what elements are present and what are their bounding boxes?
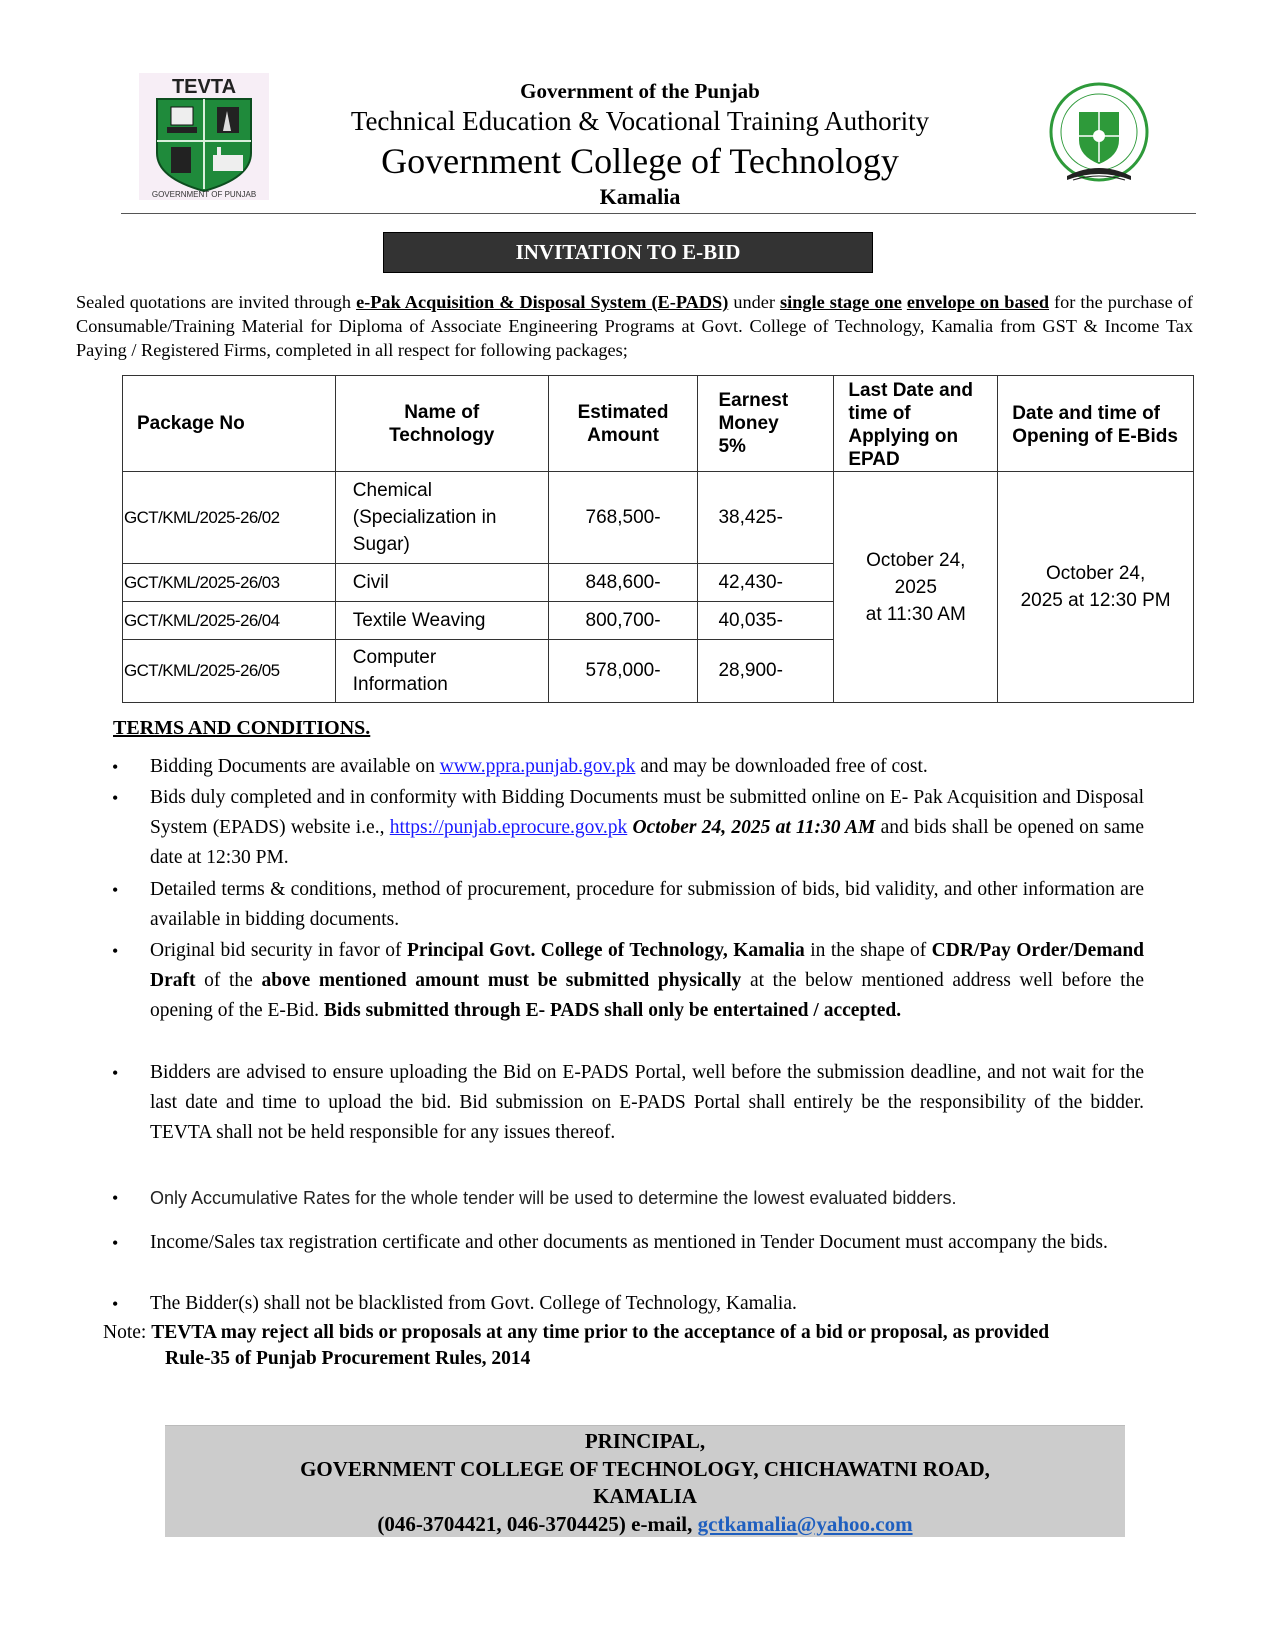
terms-text: Bidders are advised to ensure uploading the Bid on E-PADS Portal, well before the submission deadline, and not wait for the last date and time to upload the bid. Bid submission on E-PADS Portal shall entirely be the responsibility of the bidder. TEVTA shall not be held responsible for any issues thereof. [150,1062,1144,1143]
col-technology [335,376,548,472]
gct-kamalia-logo [1043,80,1155,192]
principal-label: PRINCIPAL, [584,1429,706,1453]
terms-text: Income/Sales tax registration certificate and other documents as mentioned in Tender Document must accompany the bids. [150,1232,1108,1253]
bullet-icon: • [112,1188,119,1208]
technology-text: (Specialization in [352,507,497,528]
bullet-icon: • [112,941,119,961]
terms-text: of the [195,970,262,991]
email-link[interactable]: gctkamalia@yahoo.com [697,1511,913,1536]
note-text: TEVTA may reject all bids or proposals at any time prior to the acceptance of a bid or proposal, as provided [151,1322,1050,1343]
date-text: 2025 [894,576,937,598]
technology-text: Computer [352,647,437,668]
intro-text: Sealed quotations are invited through [76,292,357,312]
col-opening-date [998,376,1194,472]
header-label: Date and time of [1012,402,1161,424]
terms-item [112,783,1144,873]
tevta-shield-icon [139,73,269,200]
college-heading: Government College of Technology [381,141,899,181]
technology-text: Information [352,674,448,695]
technology-text: Chemical [352,480,432,501]
col-package-no [123,376,336,472]
single-stage-emphasis: single stage one [780,292,902,312]
terms-emphasis: Bids submitted through E- PADS shall only be entertained / accepted. [323,1000,902,1021]
col-last-date [834,376,998,472]
package-no-cell: GCT/KML/2025-26/02 [123,472,336,564]
phone-numbers: (046-3704421, 046-3704425) e-mail, [377,1511,698,1536]
terms-heading: TERMS AND CONDITIONS. [113,717,371,739]
opening-date-cell [998,472,1194,703]
terms-emphasis: CDR/Pay Order/Demand Draft [150,940,1145,991]
col-estimated-amount [548,376,698,472]
estimated-amount-cell: 768,500- [548,472,698,564]
document-title: INVITATION TO E-BID [383,232,873,273]
envelope-emphasis: envelope on based [906,292,1049,312]
package-no-cell: GCT/KML/2025-26/03 [123,564,336,602]
terms-text: and bids shall be opened on same date at 12:30 PM. [150,817,1144,868]
terms-text: at the below mentioned address well before the opening of the E-Bid. [150,970,1144,1021]
terms-item [112,1228,1144,1258]
estimated-amount-cell: 848,600- [548,564,698,602]
header-label: Earnest [718,390,789,411]
terms-item [112,936,1144,1026]
eprocure-link[interactable]: https://punjab.eprocure.gov.pk [389,817,628,838]
intro-text: for the purchase of Consumable/Training Material for Diploma of Associate Engineering Programs at Govt. College of Technology, Kamalia from GST & Income Tax Paying / Registered Firms, completed in all respect for following packages; [76,292,1194,360]
terms-text: Only Accumulative Rates for the whole tender will be used to determine the lowest evaluated bidders. [150,1188,957,1208]
technology-cell [335,472,548,564]
header-label: Amount [587,424,659,446]
intro-paragraph [76,290,1193,362]
date-text: at 11:30 AM [865,603,966,625]
terms-text: in the shape of [804,940,932,961]
terms-text: Original bid security in favor of [150,940,407,961]
package-no-cell: GCT/KML/2025-26/05 [123,640,336,703]
header-label: Name of [404,401,480,423]
terms-emphasis: Principal Govt. College of Technology, Kamalia [406,940,805,961]
estimated-amount-cell: 578,000- [548,640,698,703]
terms-text: Detailed terms & conditions, method of procurement, procedure for submission of bids, bid validity, and other information are available in bidding documents. [150,879,1144,930]
col-earnest-money [698,376,834,472]
note-text: Rule-35 of Punjab Procurement Rules, 2014 [165,1348,531,1369]
tevta-logo [139,73,269,200]
college-emblem-icon [1043,80,1155,192]
govt-punjab-heading: Government of the Punjab [520,79,760,103]
epads-emphasis: e-Pak Acquisition & Disposal System (E-PADS) [356,292,729,312]
terms-text: Bids duly completed and in conformity with Bidding Documents must be submitted online on E- Pak Acquisition and Disposal System (EPADS) website i.e., [150,787,1144,838]
earnest-money-cell: 40,035- [698,602,834,640]
table-header-row [123,376,1194,472]
header-label: Applying on [848,425,959,447]
deadline-emphasis: October 24, 2025 at 11:30 AM [627,817,876,838]
packages-table [122,375,1194,703]
terms-text: Bidding Documents are available on [150,756,440,777]
note-label: Note [103,1322,141,1343]
earnest-money-cell: 28,900- [698,640,834,703]
header-divider [121,213,1196,214]
earnest-money-cell: 42,430- [698,564,834,602]
header-label: Estimated [577,401,669,423]
header-label: 5% [718,436,746,457]
intro-text: under [728,292,781,312]
header-label: Opening of E-Bids [1012,425,1178,447]
package-no-cell: GCT/KML/2025-26/04 [123,602,336,640]
terms-item [112,752,1144,782]
estimated-amount-cell: 800,700- [548,602,698,640]
header-label: Package No [137,413,245,434]
bullet-icon: • [112,1233,119,1253]
bullet-icon: • [112,1063,119,1083]
date-text: October 24, [866,549,966,571]
technology-cell: Civil [335,564,548,602]
earnest-money-cell: 38,425- [698,472,834,564]
header-label: time of [848,402,911,424]
technology-text: Sugar) [352,534,410,555]
note-block: Note: TEVTA may reject all bids or proposals at any time prior to the acceptance of a bid or proposal, as provided Rule-35 of Punjab Procurement Rules, 2014 [103,1320,1203,1372]
city-heading: Kamalia [599,184,681,209]
city-label: KAMALIA [593,1484,697,1508]
tevta-heading: Technical Education & Vocational Training Authority [350,106,930,136]
last-date-cell [834,472,998,703]
contact-address-box [165,1425,1125,1537]
table-row [123,472,1194,564]
header-label: Technology [389,424,495,446]
terms-item [112,1058,1144,1148]
bullet-icon: • [112,1294,119,1314]
terms-item [112,875,1144,935]
svg-text:TEVTA: TEVTA [171,76,237,98]
terms-item [112,1183,1144,1213]
terms-text: The Bidder(s) shall not be blacklisted from Govt. College of Technology, Kamalia. [150,1293,797,1314]
college-address: GOVERNMENT COLLEGE OF TECHNOLOGY, CHICHAWATNI ROAD, [300,1456,990,1481]
header-label: Last Date and [848,379,973,401]
technology-cell: Textile Weaving [335,602,548,640]
terms-item [112,1289,1144,1319]
header-label: Money [718,413,779,434]
svg-text:GOVERNMENT OF PUNJAB: GOVERNMENT OF PUNJAB [151,190,257,199]
bullet-icon: • [112,757,119,777]
bullet-icon: • [112,880,119,900]
bullet-icon: • [112,788,119,808]
terms-text: and may be downloaded free of cost. [635,756,928,777]
terms-emphasis: above mentioned amount must be submitted physically [261,970,742,991]
ppra-link[interactable]: www.ppra.punjab.gov.pk [439,756,636,777]
date-text: October 24, [1045,563,1146,584]
technology-cell [335,640,548,703]
date-text: 2025 at 12:30 PM [1020,590,1171,611]
header-label: EPAD [848,448,900,470]
